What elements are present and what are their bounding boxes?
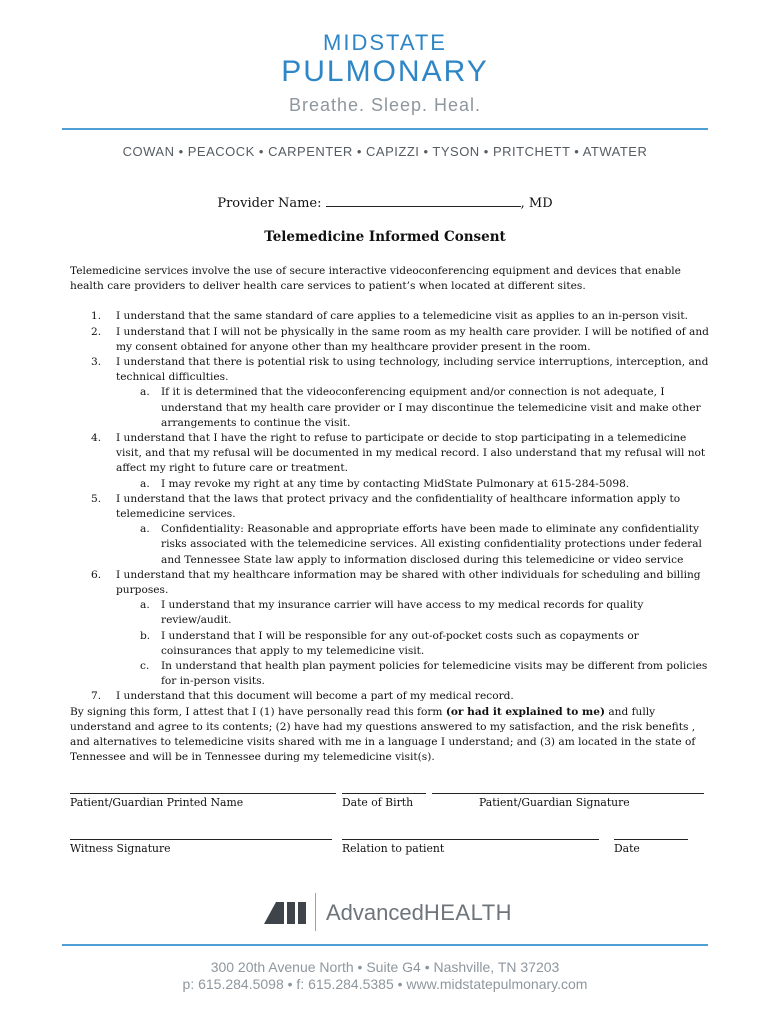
consent-body <box>70 264 710 766</box>
item-number: 4. <box>91 432 102 445</box>
patient-name-label: Patient/Guardian Printed Name <box>70 796 244 809</box>
attestation-emphasis: (or had it explained to me) <box>445 705 605 718</box>
attestation-text: and fully understand and agree to its contents; (2) have had my questions answered to my satisfaction, and the risk benefits , and alternatives to telemedicine visits shared with me in a language I understand; and (3) am located in the state of Tennessee and will be in Tennessee during my telemedicine visit(s). <box>70 705 696 764</box>
patient-signature-field[interactable] <box>432 793 704 794</box>
list-item <box>70 689 710 704</box>
item-text: I may revoke my right at any time by contacting MidState Pulmonary at 615-284-5098. <box>161 477 630 490</box>
item-number: 2. <box>91 325 102 338</box>
list-item <box>70 431 710 477</box>
item-text: I understand that I will be responsible for any out-of-pocket costs such as copayments or coinsurances that apply to my telemedicine visit. <box>161 629 639 657</box>
sub-list-item <box>70 629 710 659</box>
sub-list-item <box>70 477 710 492</box>
item-letter: c. <box>140 660 150 673</box>
list-item <box>70 309 710 324</box>
item-text: I understand that this document will become a part of my medical record. <box>116 690 514 703</box>
relation-field[interactable] <box>342 839 599 840</box>
provider-suffix: , MD <box>520 196 553 211</box>
item-number: 7. <box>91 690 102 703</box>
provider-name-field[interactable] <box>326 193 521 207</box>
footer-contact: p: 615.284.5098 • f: 615.284.5385 • www.midstatepulmonary.com <box>182 976 588 992</box>
logo-divider <box>315 893 316 931</box>
dob-field[interactable] <box>342 793 426 794</box>
item-text: I understand that my healthcare information may be shared with other individuals for scheduling and billing purposes. <box>116 568 701 597</box>
date-label: Date <box>614 842 640 855</box>
list-item <box>70 355 710 385</box>
sub-list-item <box>70 598 710 628</box>
provider-label: Provider Name: <box>217 196 322 211</box>
sub-list-item <box>70 522 710 568</box>
item-letter: a. <box>140 523 150 536</box>
item-letter: b. <box>140 629 151 642</box>
advanced-health-logo-icon <box>264 900 312 924</box>
item-text: I understand that there is potential risk to using technology, including service interruptions, interception, and technical difficulties. <box>116 356 709 384</box>
item-text: I understand that I have the right to refuse to participate or decide to stop participating in a telemedicine visit, and that my refusal will be documented in my medical record. I also understand that my refusal will not affect my right to future care or treatment. <box>116 432 706 475</box>
item-text: Confidentiality: Reasonable and appropriate efforts have been made to eliminate any confidentiality risks associated with the telemedicine services. All existing confidentiality protections under federal and Tennessee State law apply to information disclosed during this telemedicine or video service <box>161 523 702 566</box>
item-text: If it is determined that the videoconferencing equipment and/or connection is not adequate, I understand that my health care provider or I may discontinue the telemedicine visit and make other arrangements to continue the visit. <box>161 386 701 429</box>
item-number: 1. <box>91 310 102 323</box>
footer-address: 300 20th Avenue North • Suite G4 • Nashville, TN 37203 <box>210 959 560 975</box>
item-letter: a. <box>140 599 150 612</box>
brand-pulmonary: PULMONARY <box>281 55 489 88</box>
provider-name-line <box>0 193 770 211</box>
list-item <box>70 325 710 355</box>
patient-name-field[interactable] <box>70 793 336 794</box>
patient-signature-label: Patient/Guardian Signature <box>479 796 630 809</box>
item-text: In understand that health plan payment policies for telemedicine visits may be different from policies for in-person visits. <box>161 660 708 688</box>
header-rule <box>62 128 708 130</box>
sub-list-item <box>70 659 710 689</box>
item-letter: a. <box>140 477 150 490</box>
brand-midstate: MIDSTATE <box>323 30 447 55</box>
relation-label: Relation to patient <box>342 842 445 855</box>
sub-list-item <box>70 385 710 431</box>
attestation-paragraph <box>70 705 710 766</box>
advanced-health-wordmark <box>326 900 512 926</box>
list-item <box>70 492 710 522</box>
witness-signature-field[interactable] <box>70 839 332 840</box>
item-text: I understand that I will not be physically in the same room as my health care provider. I will be notified of and my consent obtained for anyone other than my healthcare provider present in the room. <box>116 325 709 353</box>
witness-signature-label: Witness Signature <box>70 842 171 855</box>
brand-tagline: Breathe. Sleep. Heal. <box>288 95 482 115</box>
dob-label: Date of Birth <box>342 796 414 809</box>
date-field[interactable] <box>614 839 688 840</box>
intro-paragraph: Telemedicine services involve the use of secure interactive videoconferencing equipment and devices that enable health care providers to deliver health care services to patient’s when located at different sites. <box>70 265 681 293</box>
item-letter: a. <box>140 386 150 399</box>
document-title: Telemedicine Informed Consent <box>264 229 506 245</box>
item-number: 6. <box>91 568 102 581</box>
item-number: 5. <box>91 492 102 505</box>
item-number: 3. <box>91 356 102 369</box>
wordmark-light: Advanced <box>326 900 424 925</box>
attestation-text: By signing this form, I attest that I (1) have personally read this form <box>70 705 446 718</box>
wordmark-strong: HEALTH <box>423 900 513 925</box>
item-text: I understand that the laws that protect privacy and the confidentiality of healthcare information apply to telemedicine services. <box>116 492 681 521</box>
physicians-list: COWAN • PEACOCK • CARPENTER • CAPIZZI • TYSON • PRITCHETT • ATWATER <box>122 144 648 159</box>
item-text: I understand that the same standard of care applies to a telemedicine visit as applies to an in-person visit. <box>116 310 689 323</box>
list-item <box>70 568 710 598</box>
item-text: I understand that my insurance carrier will have access to my medical records for quality review/audit. <box>161 599 644 627</box>
footer-rule <box>62 944 708 946</box>
